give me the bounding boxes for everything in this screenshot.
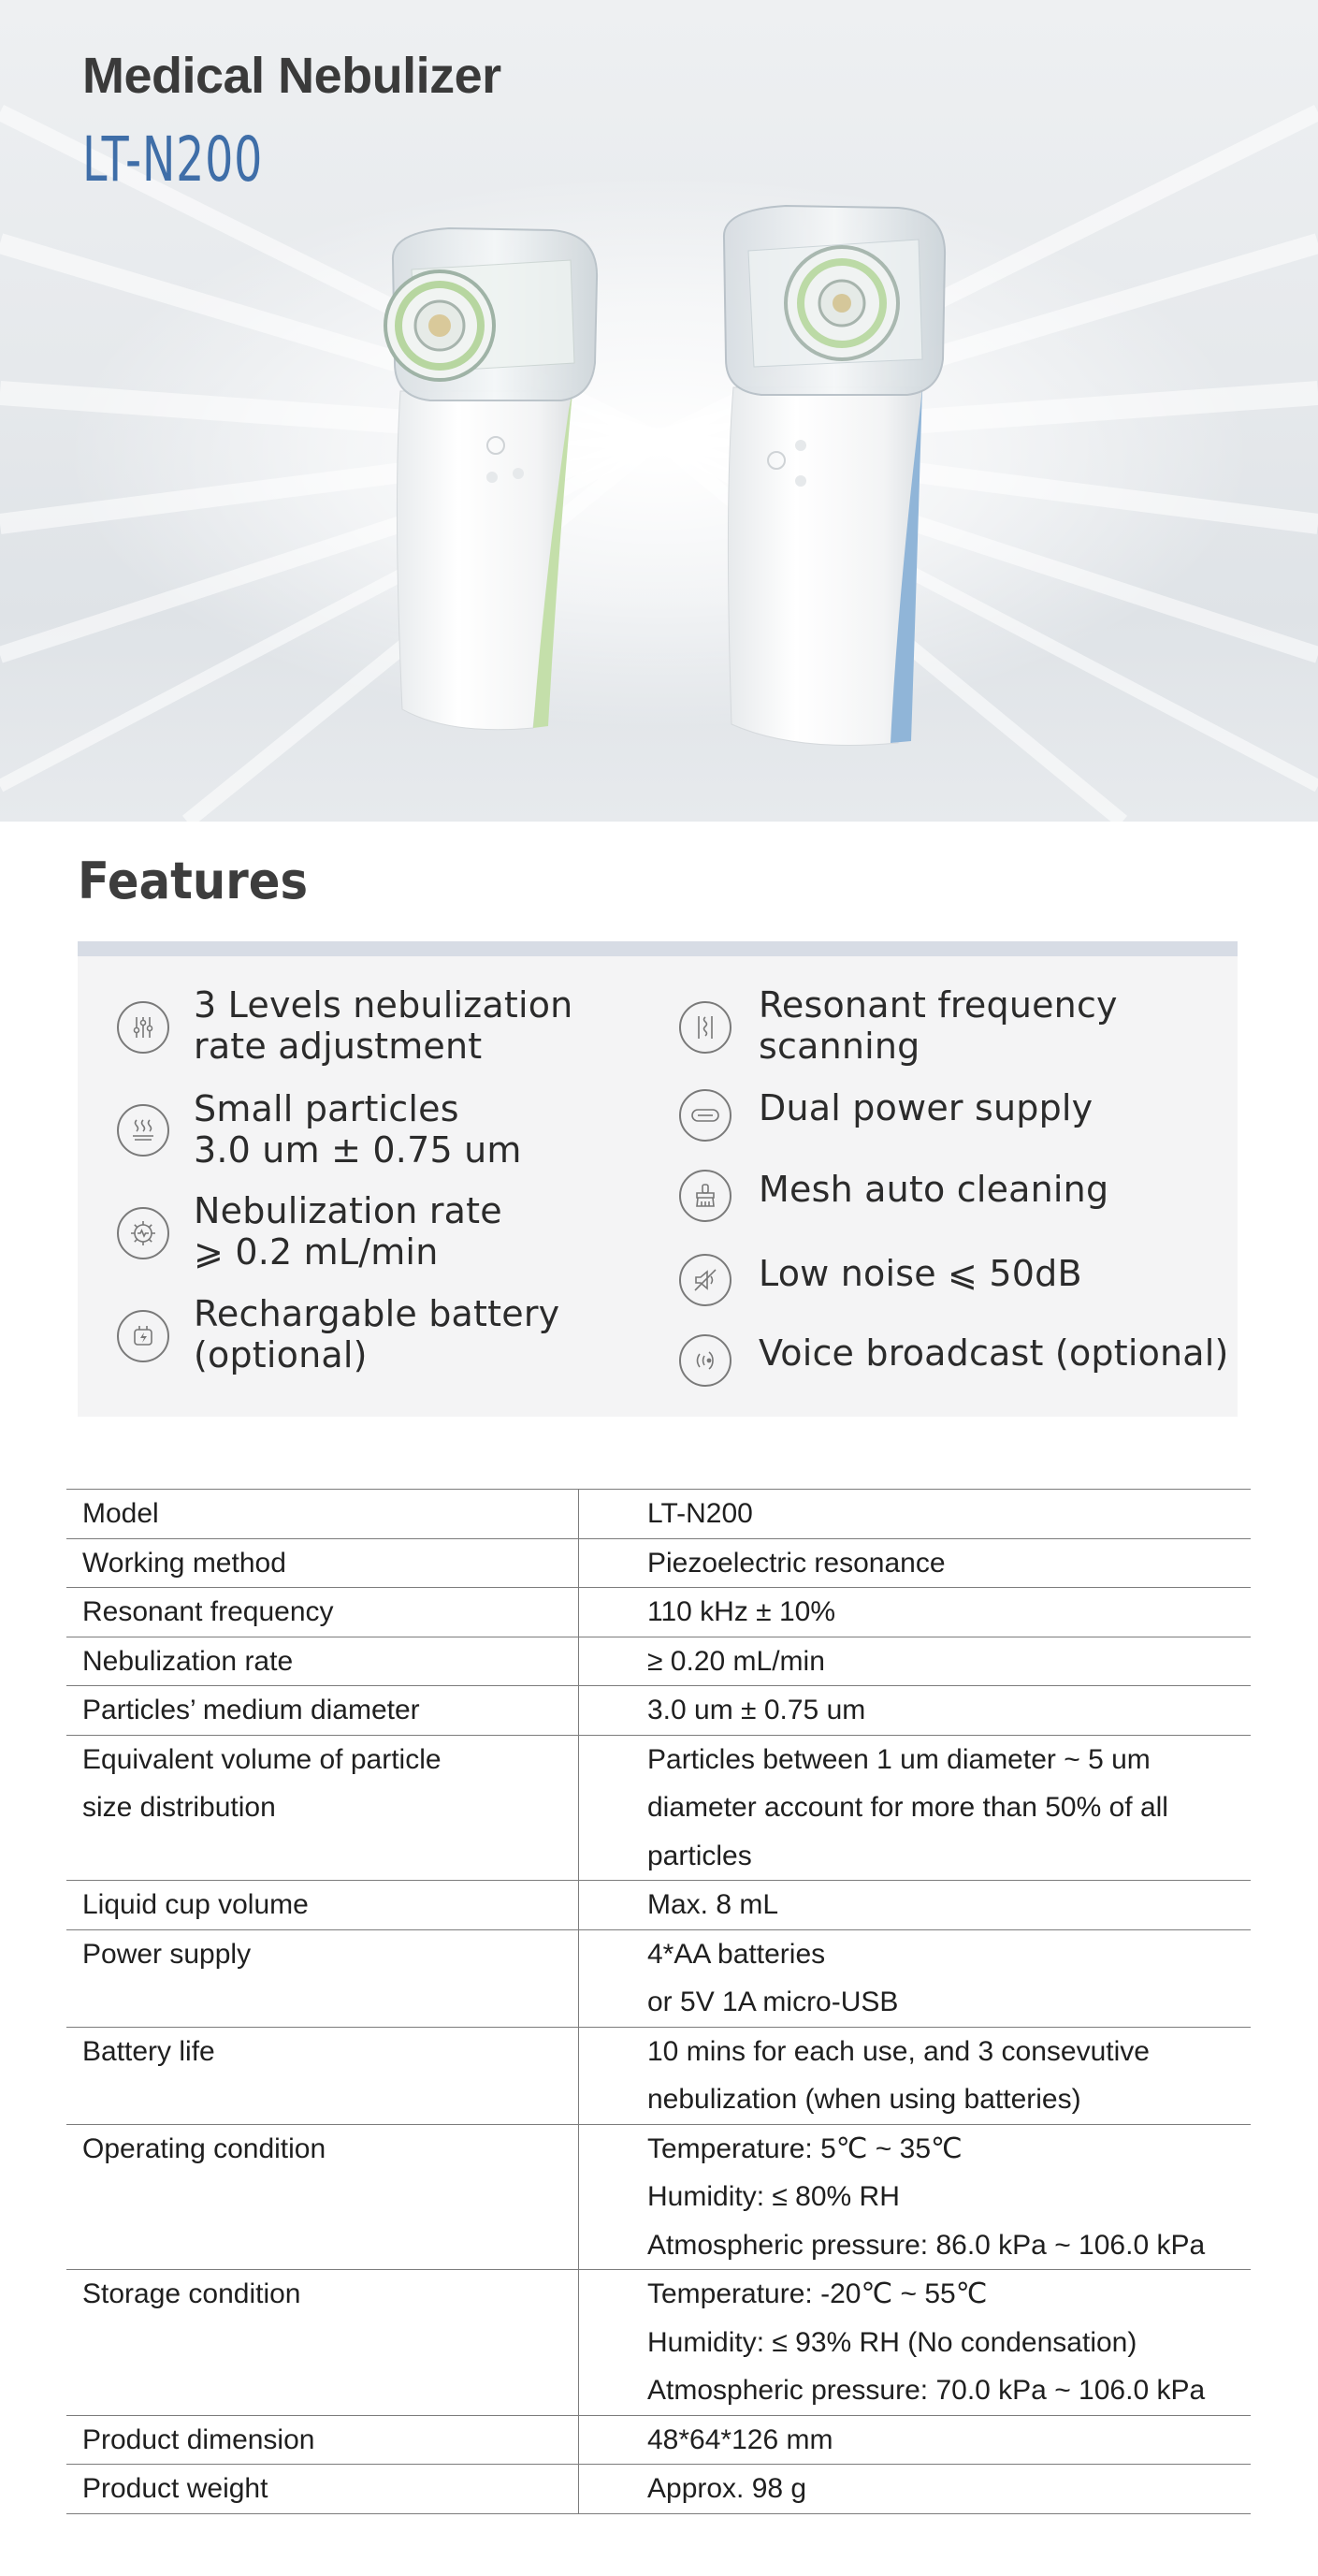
spec-value-text: Atmospheric pressure: 86.0 kPa ~ 106.0 kPa — [647, 2229, 1206, 2261]
table-row — [66, 1881, 1251, 1930]
spec-label-text: Product dimension — [82, 2423, 315, 2455]
table-row — [66, 2027, 1251, 2124]
feature-line: Low noise ⩽ 50dB — [759, 1253, 1082, 1294]
spec-label-text: Battery life — [82, 2035, 215, 2067]
spec-label — [66, 2124, 579, 2270]
spec-value-text: particles — [647, 1840, 752, 1871]
spec-label — [66, 1881, 579, 1930]
nebulizer-blue-image — [711, 200, 963, 752]
spec-value-text: 10 mins for each use, and 3 consevutive — [647, 2035, 1150, 2067]
spec-label — [66, 1929, 579, 2027]
feature-line: Nebulization rate — [194, 1190, 502, 1231]
steam-particles-icon — [117, 1104, 169, 1157]
spec-value-text: 3.0 um ± 0.75 um — [647, 1695, 866, 1725]
spec-value-text: Approx. 98 g — [647, 2473, 807, 2504]
spec-value-text: Piezoelectric resonance — [647, 1547, 946, 1579]
table-row — [66, 1929, 1251, 2027]
spec-value-text: diameter account for more than 50% of all — [647, 1792, 1168, 1823]
spec-label-text: Power supply — [82, 1938, 252, 1970]
spec-value — [579, 2270, 1252, 2416]
spec-value-text: Max. 8 mL — [647, 1889, 779, 1920]
feature-line: Small particles — [194, 1088, 459, 1129]
spec-value-text: ≥ 0.20 mL/min — [647, 1645, 825, 1677]
spec-value — [579, 1929, 1252, 2027]
table-row — [66, 2465, 1251, 2514]
spec-value — [579, 2124, 1252, 2270]
voice-broadcast-icon — [679, 1334, 731, 1387]
spec-label — [66, 2270, 579, 2416]
spec-label-text: Particles’ medium diameter — [82, 1695, 420, 1725]
table-row — [66, 1686, 1251, 1736]
table-row — [66, 1538, 1251, 1588]
model-number: LT-N200 — [82, 124, 264, 196]
feature-line: Dual power supply — [759, 1087, 1094, 1128]
spec-value-text: Atmospheric pressure: 70.0 kPa ~ 106.0 kPa — [647, 2375, 1206, 2406]
spec-label-text: Operating condition — [82, 2132, 326, 2164]
feature-line: 3 Levels nebulization — [194, 984, 573, 1026]
spec-label — [66, 1588, 579, 1637]
spec-value-text: Humidity: ≤ 80% RH — [647, 2181, 900, 2212]
nebulizer-green-image — [374, 223, 617, 747]
resonance-waves-icon — [679, 1001, 731, 1054]
spec-value-text: Particles between 1 um diameter ~ 5 um — [647, 1743, 1151, 1775]
spec-value — [579, 2027, 1252, 2124]
spec-label-text: Liquid cup volume — [82, 1889, 309, 1920]
spec-label-text: Storage condition — [82, 2278, 301, 2309]
table-row — [66, 1588, 1251, 1637]
features-panel — [78, 941, 1238, 1417]
table-row — [66, 1735, 1251, 1881]
spec-value — [579, 1881, 1252, 1930]
table-row — [66, 1490, 1251, 1539]
spec-value-text: or 5V 1A micro-USB — [647, 1987, 899, 2017]
spec-label — [66, 2415, 579, 2465]
spec-value-text: LT-N200 — [647, 1498, 753, 1529]
spec-label-text: Model — [82, 1498, 159, 1529]
spec-label-text: size distribution — [82, 1792, 276, 1823]
gear-pulse-icon — [117, 1207, 169, 1259]
feature-line: scanning — [759, 1026, 920, 1067]
spec-label — [66, 1490, 579, 1539]
table-row — [66, 2270, 1251, 2416]
spec-value — [579, 2465, 1252, 2514]
spec-value-text: nebulization (when using batteries) — [647, 2084, 1081, 2115]
table-row — [66, 2415, 1251, 2465]
sliders-icon — [117, 1001, 169, 1054]
spec-value — [579, 1735, 1252, 1881]
hero-banner — [0, 0, 1318, 822]
product-title: Medical Nebulizer — [82, 48, 501, 104]
spec-value-text: Humidity: ≤ 93% RH (No condensation) — [647, 2326, 1137, 2358]
spec-label-text: Nebulization rate — [82, 1645, 294, 1677]
speaker-mute-icon — [679, 1254, 731, 1306]
cleaning-brush-icon — [679, 1170, 731, 1222]
spec-value-text: Temperature: -20℃ ~ 55℃ — [647, 2278, 988, 2309]
spec-value-text: 4*AA batteries — [647, 1938, 826, 1970]
feature-line: (optional) — [194, 1334, 368, 1375]
spec-value — [579, 1538, 1252, 1588]
feature-line: 3.0 um ± 0.75 um — [194, 1129, 522, 1171]
spec-label — [66, 2027, 579, 2124]
spec-value-text: 48*64*126 mm — [647, 2423, 833, 2455]
spec-value — [579, 1637, 1252, 1686]
usb-port-icon — [679, 1089, 731, 1142]
table-row — [66, 2124, 1251, 2270]
feature-line: Rechargable battery — [194, 1293, 560, 1334]
feature-line: rate adjustment — [194, 1026, 483, 1067]
features-heading: Features — [78, 851, 309, 910]
spec-table — [66, 1489, 1251, 2514]
spec-value-text: Temperature: 5℃ ~ 35℃ — [647, 2132, 963, 2164]
spec-label — [66, 2465, 579, 2514]
spec-label — [66, 1538, 579, 1588]
battery-bolt-icon — [117, 1310, 169, 1362]
spec-value — [579, 1686, 1252, 1736]
feature-line: Voice broadcast (optional) — [759, 1332, 1229, 1374]
spec-label-text: Equivalent volume of particle — [82, 1743, 442, 1775]
spec-value — [579, 2415, 1252, 2465]
feature-line: Resonant frequency — [759, 984, 1118, 1026]
table-row — [66, 1637, 1251, 1686]
spec-label — [66, 1637, 579, 1686]
spec-label-text: Product weight — [82, 2473, 268, 2504]
spec-value-text: 110 kHz ± 10% — [647, 1596, 836, 1627]
spec-value — [579, 1588, 1252, 1637]
spec-label-text: Working method — [82, 1547, 286, 1579]
spec-label — [66, 1735, 579, 1881]
feature-line: ⩾ 0.2 mL/min — [194, 1231, 439, 1273]
spec-label — [66, 1686, 579, 1736]
spec-value — [579, 1490, 1252, 1539]
feature-line: Mesh auto cleaning — [759, 1169, 1109, 1210]
spec-label-text: Resonant frequency — [82, 1596, 334, 1627]
